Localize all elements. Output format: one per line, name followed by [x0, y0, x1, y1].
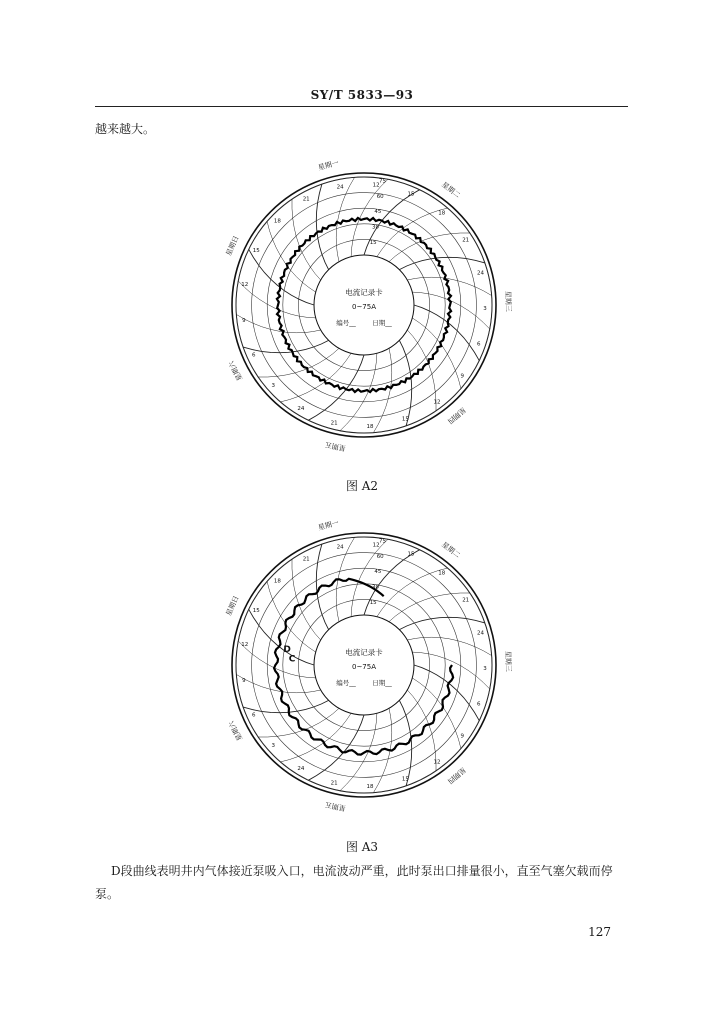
chart-hour-label: 6 [476, 341, 481, 348]
chart-hour-label: 15 [252, 607, 260, 614]
chart-segment-label: C [288, 654, 296, 665]
chart-day-label: 星期二 [440, 180, 462, 200]
chart-hour-label: 12 [372, 182, 380, 189]
chart-time-arc [377, 568, 448, 617]
chart-hour-label: 3 [483, 666, 487, 672]
chart-serial-label: 编号__ [336, 679, 356, 687]
chart-serial-label: 编号__ [336, 319, 356, 327]
chart-hour-label: 15 [401, 776, 409, 783]
chart-day-label: 星期三 [503, 290, 513, 312]
chart-hour-label: 24 [297, 766, 305, 773]
chart-card-title: 电流记录卡 [345, 288, 383, 297]
chart-hour-label: 18 [366, 783, 374, 790]
chart-day-label: 星期五 [324, 800, 347, 813]
chart-time-arc [280, 713, 351, 762]
chart-hour-label: 21 [302, 196, 310, 203]
chart-hour-label: 3 [483, 306, 487, 312]
chart-hour-label: 24 [336, 544, 344, 551]
chart-day-label: 星期二 [440, 540, 462, 560]
chart-scale-label: 30 [372, 224, 379, 231]
chart-hour-label: 12 [433, 399, 441, 406]
chart-hour-label: 6 [251, 712, 256, 719]
chart-day-label: 星期三 [503, 650, 513, 672]
intro-line: 越来越大。 [95, 122, 156, 136]
chart-time-arc [249, 609, 314, 665]
chart-time-arc [399, 617, 485, 629]
chart-hour-label: 15 [407, 551, 415, 558]
chart-scale-label: 30 [372, 584, 379, 591]
chart-hour-label: 24 [297, 406, 305, 413]
figure-a3-recording-chart [222, 500, 513, 830]
chart-hour-label: 12 [241, 282, 249, 288]
chart-time-arc [377, 208, 448, 257]
chart-day-label: 星期一 [317, 518, 340, 532]
chart-hour-label: 18 [438, 570, 446, 577]
chart-day-label: 星期日 [224, 234, 241, 258]
chart-time-arc [414, 665, 479, 721]
chart-date-label: 日期__ [372, 319, 392, 327]
figure-a3-svg [222, 500, 513, 830]
chart-hour-label: 6 [476, 701, 481, 708]
chart-time-arc [236, 314, 320, 332]
explanation-paragraph: D段曲线表明井内气体接近泵吸入口，电流波动严重，此时泵出口排量很小，直至气塞欠载而停泵。 [95, 864, 613, 901]
figure-a2-recording-chart [222, 140, 513, 470]
chart-day-label: 星期四 [445, 765, 468, 786]
header-rule [95, 106, 628, 107]
chart-hour-label: 24 [477, 630, 484, 637]
chart-hour-label: 18 [273, 218, 281, 225]
chart-date-label: 日期__ [372, 679, 392, 687]
chart-hour-label: 21 [302, 556, 310, 563]
chart-hour-label: 21 [462, 597, 470, 604]
chart-hour-label: 12 [241, 642, 249, 648]
chart-day-label: 星期四 [445, 405, 468, 426]
chart-hour-label: 3 [271, 383, 276, 389]
chart-card-title: 电流记录卡 [345, 648, 383, 657]
figure-a3-caption: 图 A3 [345, 840, 379, 854]
chart-hour-label: 15 [401, 416, 409, 423]
chart-hour-label: 21 [330, 780, 338, 787]
chart-time-arc [407, 637, 491, 655]
chart-hour-label: 21 [462, 237, 470, 244]
chart-scale-label: 75 [379, 538, 386, 545]
chart-segment-label: D [283, 644, 291, 655]
chart-hour-label: 18 [366, 423, 374, 430]
chart-hour-label: 21 [330, 420, 338, 427]
chart-hour-label: 9 [460, 373, 464, 380]
chart-hour-label: 9 [242, 318, 246, 324]
chart-hour-label: 24 [336, 184, 344, 191]
chart-scale-label: 45 [374, 209, 382, 216]
chart-scale-label: 15 [369, 240, 377, 247]
standard-header: SY/T 5833—93 [310, 88, 414, 102]
chart-scale-label: 45 [374, 569, 382, 576]
chart-card-range: 0~75A [351, 663, 377, 671]
page-number: 127 [588, 925, 611, 939]
chart-hour-label: 15 [407, 191, 415, 198]
chart-hour-label: 24 [477, 270, 484, 277]
chart-scale-label: 15 [369, 600, 377, 607]
chart-hour-label: 3 [271, 743, 276, 749]
chart-hour-label: 18 [438, 210, 446, 217]
chart-day-label: 星期一 [317, 158, 340, 172]
chart-scale-label: 60 [376, 553, 384, 560]
chart-card-range: 0~75A [351, 303, 377, 311]
chart-hour-label: 15 [252, 247, 260, 254]
chart-day-label: 星期五 [324, 440, 347, 453]
chart-scale-label: 75 [379, 178, 386, 185]
chart-hour-label: 12 [433, 759, 441, 766]
chart-hour-label: 6 [251, 352, 256, 359]
chart-time-arc [407, 277, 491, 295]
chart-day-label: 星期日 [224, 594, 241, 618]
figure-a2-caption: 图 A2 [345, 479, 379, 493]
chart-scale-label: 60 [376, 193, 384, 200]
chart-hour-label: 9 [242, 678, 246, 684]
chart-hour-label: 9 [460, 733, 464, 740]
chart-hour-label: 18 [273, 578, 281, 585]
chart-time-arc [243, 700, 329, 712]
chart-hour-label: 12 [372, 542, 380, 549]
figure-a2-svg [222, 140, 513, 470]
chart-time-arc [308, 355, 364, 420]
chart-day-label: 星期六 [227, 719, 245, 742]
chart-day-label: 星期六 [227, 359, 245, 382]
chart-time-arc [280, 353, 351, 402]
